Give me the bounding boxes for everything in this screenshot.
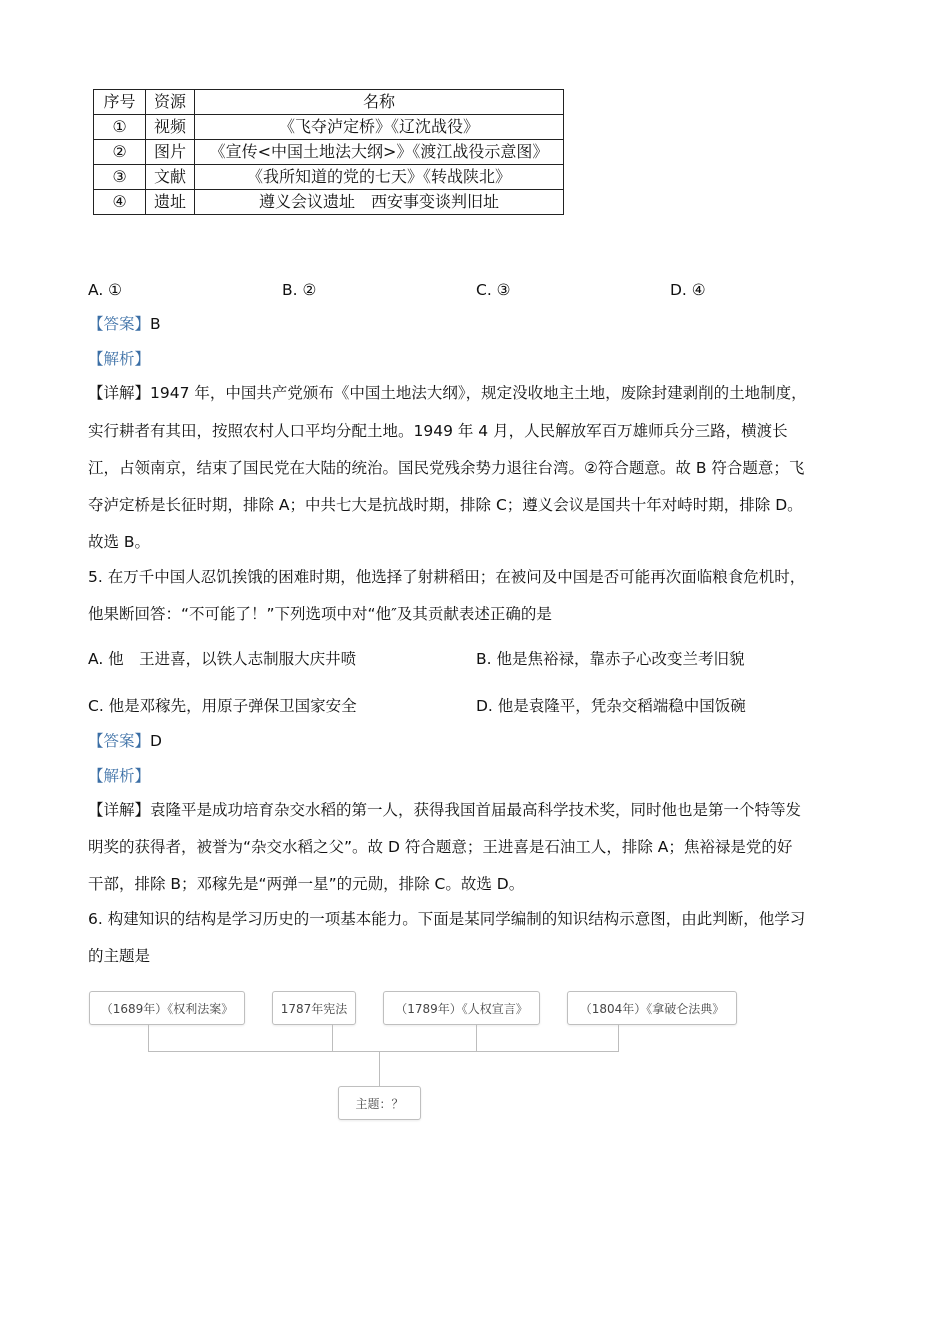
table-row — [94, 165, 564, 190]
q5-option-b: B. 他是焦裕禄，靠赤子心改变兰考旧貌 — [476, 650, 745, 668]
table-row — [94, 190, 564, 215]
table-cell: 《宣传<中国土地法大纲>》《渡江战役示意图》 — [195, 140, 564, 165]
answer-value: D — [150, 732, 162, 750]
table-header-row — [94, 90, 564, 115]
connector-line — [379, 1051, 380, 1086]
table-cell: 《飞夺泸定桥》《辽沈战役》 — [195, 115, 564, 140]
table-cell: ② — [94, 140, 146, 165]
table-row — [94, 140, 564, 165]
diagram-node: （1789年）《人权宣言》 — [383, 991, 540, 1025]
connector-line — [618, 1024, 619, 1052]
q4-detail-line: 夺泸定桥是长征时期，排除 A；中共七大是抗战时期，排除 C；遵义会议是国共十年对峙时期，排除 D。 — [88, 496, 803, 514]
q6-stem-line: 6. 构建知识的结构是学习历史的一项基本能力。下面是某同学编制的知识结构示意图，由此判断，他学习 — [88, 910, 806, 928]
table-header-cell: 序号 — [94, 90, 146, 115]
table-cell: 遵义会议遗址 西安事变谈判旧址 — [195, 190, 564, 215]
detail-tag: 【详解】 — [88, 801, 151, 819]
q4-analysis-tag: 【解析】 — [88, 350, 151, 368]
q5-detail-line — [88, 800, 801, 820]
q4-detail-line — [88, 383, 807, 403]
q5-detail-line: 明奖的获得者，被誉为“杂交水稻之父”。故 D 符合题意；王进喜是石油工人，排除 A；焦裕禄是党的好 — [88, 838, 793, 856]
table-cell: 文献 — [146, 165, 195, 190]
q5-option-c: C. 他是邓稼先，用原子弹保卫国家安全 — [88, 697, 357, 715]
detail-text: 1947 年，中国共产党颁布《中国土地法大纲》，规定没收地主土地，废除封建剥削的土地制度， — [150, 384, 807, 402]
q6-stem-line: 的主题是 — [88, 947, 151, 965]
q5-stem-line: 5. 在万千中国人忍饥挨饿的困难时期，他选择了射耕稻田；在被问及中国是否可能再次面临粮食危机时， — [88, 568, 806, 586]
q5-option-d: D. 他是袁隆平，凭杂交稻端稳中国饭碗 — [476, 697, 746, 715]
q5-stem-line: 他果断回答：“不可能了！”下列选项中对“他″及其贡献表述正确的是 — [88, 605, 552, 623]
answer-tag: 【答案】 — [88, 315, 151, 333]
table-row — [94, 115, 564, 140]
q4-option-b: B. ② — [282, 281, 317, 299]
table-cell: ④ — [94, 190, 146, 215]
connector-line — [476, 1024, 477, 1052]
q4-answer — [88, 314, 161, 334]
q5-answer — [88, 731, 162, 751]
connector-line — [148, 1051, 619, 1052]
detail-text: 袁隆平是成功培育杂交水稻的第一人，获得我国首届最高科学技术奖，同时他也是第一个特等发 — [150, 801, 802, 819]
answer-tag: 【答案】 — [88, 732, 151, 750]
table-cell: ③ — [94, 165, 146, 190]
q4-option-d: D. ④ — [670, 281, 706, 299]
q5-detail-line: 干部，排除 B；邓稼先是“两弹一星”的元勋，排除 C。故选 D。 — [88, 875, 525, 893]
diagram-node: 1787年宪法 — [272, 991, 356, 1025]
table-cell: 遗址 — [146, 190, 195, 215]
q5-option-a: A. 他 王进喜，以铁人志制服大庆井喷 — [88, 650, 357, 668]
table-cell: 视频 — [146, 115, 195, 140]
table-cell: ① — [94, 115, 146, 140]
q5-analysis-tag: 【解析】 — [88, 767, 151, 785]
q4-option-c: C. ③ — [476, 281, 511, 299]
diagram-node: （1689年）《权利法案》 — [89, 991, 245, 1025]
table-header-cell: 名称 — [195, 90, 564, 115]
connector-line — [148, 1024, 149, 1052]
q4-detail-line: 故选 B。 — [88, 533, 151, 551]
diagram-root-node: 主题：？ — [338, 1086, 421, 1120]
resource-table — [93, 89, 564, 215]
connector-line — [332, 1024, 333, 1052]
answer-value: B — [150, 315, 161, 333]
q4-detail-line: 实行耕者有其田，按照农村人口平均分配土地。1949 年 4 月，人民解放军百万雄师兵分三路，横渡长 — [88, 422, 788, 440]
q4-detail-line: 江，占领南京，结束了国民党在大陆的统治。国民党残余势力退往台湾。②符合题意。故 B 符合题意；飞 — [88, 459, 805, 477]
table-cell: 图片 — [146, 140, 195, 165]
diagram-node: （1804年）《拿破仑法典》 — [567, 991, 737, 1025]
table-header-cell: 资源 — [146, 90, 195, 115]
table-cell: 《我所知道的党的七天》《转战陕北》 — [195, 165, 564, 190]
detail-tag: 【详解】 — [88, 384, 151, 402]
q4-option-a: A. ① — [88, 281, 123, 299]
